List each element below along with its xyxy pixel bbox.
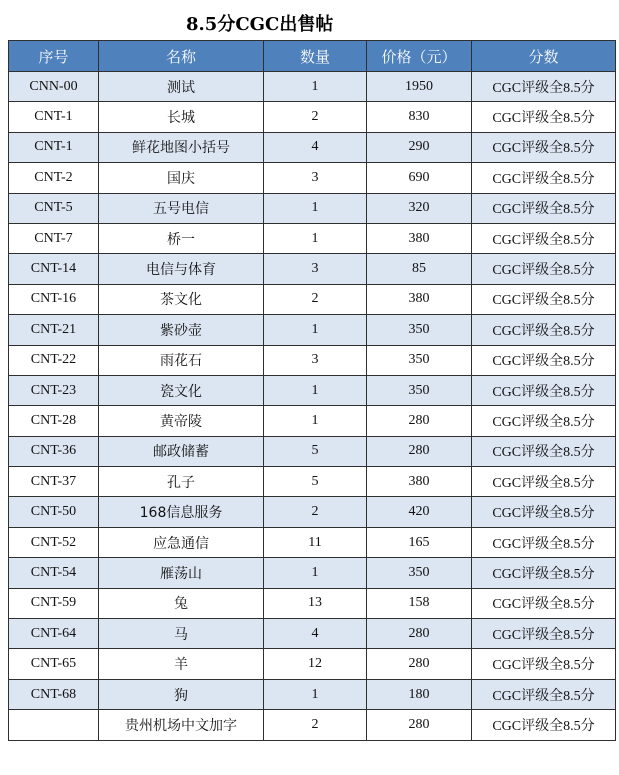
cell-name: 电信与体育 bbox=[99, 254, 264, 284]
column-header-qty: 数量 bbox=[264, 41, 367, 72]
cell-qty: 2 bbox=[264, 497, 367, 527]
cell-name: 孔子 bbox=[99, 467, 264, 497]
cell-grade: CGC评级全8.5分 bbox=[472, 163, 616, 193]
cell-name: 茶文化 bbox=[99, 284, 264, 314]
cell-price: 320 bbox=[367, 193, 472, 223]
cell-qty: 2 bbox=[264, 102, 367, 132]
cell-price: 690 bbox=[367, 163, 472, 193]
cell-price: 290 bbox=[367, 132, 472, 162]
cell-id: CNT-21 bbox=[9, 315, 99, 345]
cell-name: 紫砂壶 bbox=[99, 315, 264, 345]
cell-id: CNT-23 bbox=[9, 375, 99, 405]
cell-qty: 1 bbox=[264, 315, 367, 345]
cell-qty: 3 bbox=[264, 345, 367, 375]
cell-grade: CGC评级全8.5分 bbox=[472, 679, 616, 709]
table-row bbox=[9, 588, 616, 618]
table-row bbox=[9, 649, 616, 679]
table-row bbox=[9, 436, 616, 466]
cell-price: 380 bbox=[367, 223, 472, 253]
cell-id: CNT-1 bbox=[9, 102, 99, 132]
cell-price: 1950 bbox=[367, 72, 472, 102]
cell-name: 雨花石 bbox=[99, 345, 264, 375]
cell-grade: CGC评级全8.5分 bbox=[472, 588, 616, 618]
table-row bbox=[9, 102, 616, 132]
cell-name: 测试 bbox=[99, 72, 264, 102]
table-row bbox=[9, 132, 616, 162]
cell-id: CNT-2 bbox=[9, 163, 99, 193]
cell-grade: CGC评级全8.5分 bbox=[472, 315, 616, 345]
cell-name: 桥一 bbox=[99, 223, 264, 253]
cell-price: 180 bbox=[367, 679, 472, 709]
cell-id: CNT-52 bbox=[9, 527, 99, 557]
cell-name: 长城 bbox=[99, 102, 264, 132]
cell-price: 350 bbox=[367, 315, 472, 345]
cell-grade: CGC评级全8.5分 bbox=[472, 527, 616, 557]
cell-grade: CGC评级全8.5分 bbox=[472, 223, 616, 253]
cell-id: CNT-7 bbox=[9, 223, 99, 253]
cell-qty: 11 bbox=[264, 527, 367, 557]
table-row bbox=[9, 406, 616, 436]
cell-qty: 1 bbox=[264, 558, 367, 588]
table-row bbox=[9, 284, 616, 314]
cell-name: 168信息服务 bbox=[99, 497, 264, 527]
cell-price: 165 bbox=[367, 527, 472, 557]
table-row bbox=[9, 679, 616, 709]
cell-price: 350 bbox=[367, 345, 472, 375]
cell-price: 280 bbox=[367, 710, 472, 740]
cell-qty: 5 bbox=[264, 436, 367, 466]
cell-grade: CGC评级全8.5分 bbox=[472, 467, 616, 497]
cell-qty: 1 bbox=[264, 72, 367, 102]
cell-grade: CGC评级全8.5分 bbox=[472, 710, 616, 740]
cell-name: 应急通信 bbox=[99, 527, 264, 557]
cell-qty: 3 bbox=[264, 254, 367, 284]
page-title: 8.5分CGC出售帖 bbox=[186, 14, 334, 35]
cell-name: 雁荡山 bbox=[99, 558, 264, 588]
cell-id: CNT-14 bbox=[9, 254, 99, 284]
cell-price: 280 bbox=[367, 619, 472, 649]
cell-grade: CGC评级全8.5分 bbox=[472, 436, 616, 466]
cell-price: 830 bbox=[367, 102, 472, 132]
table-row bbox=[9, 345, 616, 375]
table-row bbox=[9, 254, 616, 284]
column-header-name: 名称 bbox=[99, 41, 264, 72]
cell-grade: CGC评级全8.5分 bbox=[472, 132, 616, 162]
cell-grade: CGC评级全8.5分 bbox=[472, 375, 616, 405]
cell-grade: CGC评级全8.5分 bbox=[472, 649, 616, 679]
cell-name: 瓷文化 bbox=[99, 375, 264, 405]
cell-id: CNT-64 bbox=[9, 619, 99, 649]
cell-grade: CGC评级全8.5分 bbox=[472, 497, 616, 527]
table-row bbox=[9, 193, 616, 223]
cell-grade: CGC评级全8.5分 bbox=[472, 558, 616, 588]
cell-qty: 3 bbox=[264, 163, 367, 193]
table-row bbox=[9, 710, 616, 740]
cell-qty: 13 bbox=[264, 588, 367, 618]
cell-price: 350 bbox=[367, 375, 472, 405]
cell-qty: 4 bbox=[264, 619, 367, 649]
cell-price: 420 bbox=[367, 497, 472, 527]
cell-id: CNT-68 bbox=[9, 679, 99, 709]
cell-price: 280 bbox=[367, 436, 472, 466]
table-row bbox=[9, 619, 616, 649]
cell-id: CNT-54 bbox=[9, 558, 99, 588]
cell-name: 黄帝陵 bbox=[99, 406, 264, 436]
cell-price: 380 bbox=[367, 467, 472, 497]
cell-name: 狗 bbox=[99, 679, 264, 709]
cell-grade: CGC评级全8.5分 bbox=[472, 284, 616, 314]
column-header-grade: 分数 bbox=[472, 41, 616, 72]
cell-id: CNT-1 bbox=[9, 132, 99, 162]
cell-qty: 2 bbox=[264, 710, 367, 740]
cell-price: 158 bbox=[367, 588, 472, 618]
cell-name: 邮政储蓄 bbox=[99, 436, 264, 466]
cell-id: CNT-65 bbox=[9, 649, 99, 679]
table-row bbox=[9, 467, 616, 497]
table-row bbox=[9, 527, 616, 557]
cell-price: 350 bbox=[367, 558, 472, 588]
cell-qty: 2 bbox=[264, 284, 367, 314]
cell-name: 马 bbox=[99, 619, 264, 649]
cell-qty: 1 bbox=[264, 223, 367, 253]
header-row bbox=[9, 41, 616, 72]
cell-qty: 1 bbox=[264, 406, 367, 436]
cell-qty: 5 bbox=[264, 467, 367, 497]
cell-grade: CGC评级全8.5分 bbox=[472, 345, 616, 375]
cell-qty: 12 bbox=[264, 649, 367, 679]
cell-id bbox=[9, 710, 99, 740]
table-body bbox=[9, 72, 616, 741]
cell-id: CNT-36 bbox=[9, 436, 99, 466]
title-row bbox=[8, 6, 611, 41]
cell-grade: CGC评级全8.5分 bbox=[472, 193, 616, 223]
cell-price: 280 bbox=[367, 406, 472, 436]
table-row bbox=[9, 72, 616, 102]
cell-id: CNT-5 bbox=[9, 193, 99, 223]
cell-name: 兔 bbox=[99, 588, 264, 618]
column-header-price: 价格（元） bbox=[367, 41, 472, 72]
table-row bbox=[9, 223, 616, 253]
table-row bbox=[9, 163, 616, 193]
table-row bbox=[9, 315, 616, 345]
cell-id: CNT-16 bbox=[9, 284, 99, 314]
cell-qty: 1 bbox=[264, 679, 367, 709]
cell-qty: 1 bbox=[264, 193, 367, 223]
cell-name: 羊 bbox=[99, 649, 264, 679]
cell-qty: 4 bbox=[264, 132, 367, 162]
cell-name: 鲜花地图小括号 bbox=[99, 132, 264, 162]
cell-qty: 1 bbox=[264, 375, 367, 405]
cell-id: CNN-00 bbox=[9, 72, 99, 102]
cell-name: 国庆 bbox=[99, 163, 264, 193]
cell-id: CNT-59 bbox=[9, 588, 99, 618]
cell-name: 五号电信 bbox=[99, 193, 264, 223]
column-header-id: 序号 bbox=[9, 41, 99, 72]
cell-id: CNT-22 bbox=[9, 345, 99, 375]
cell-id: CNT-50 bbox=[9, 497, 99, 527]
cell-price: 85 bbox=[367, 254, 472, 284]
listing-table bbox=[8, 40, 616, 741]
cell-price: 380 bbox=[367, 284, 472, 314]
cell-name: 贵州机场中文加字 bbox=[99, 710, 264, 740]
table-row bbox=[9, 558, 616, 588]
cell-grade: CGC评级全8.5分 bbox=[472, 619, 616, 649]
cell-price: 280 bbox=[367, 649, 472, 679]
cell-grade: CGC评级全8.5分 bbox=[472, 102, 616, 132]
cell-id: CNT-28 bbox=[9, 406, 99, 436]
cell-id: CNT-37 bbox=[9, 467, 99, 497]
table-row bbox=[9, 497, 616, 527]
cell-grade: CGC评级全8.5分 bbox=[472, 254, 616, 284]
table-row bbox=[9, 375, 616, 405]
cell-grade: CGC评级全8.5分 bbox=[472, 406, 616, 436]
cell-grade: CGC评级全8.5分 bbox=[472, 72, 616, 102]
